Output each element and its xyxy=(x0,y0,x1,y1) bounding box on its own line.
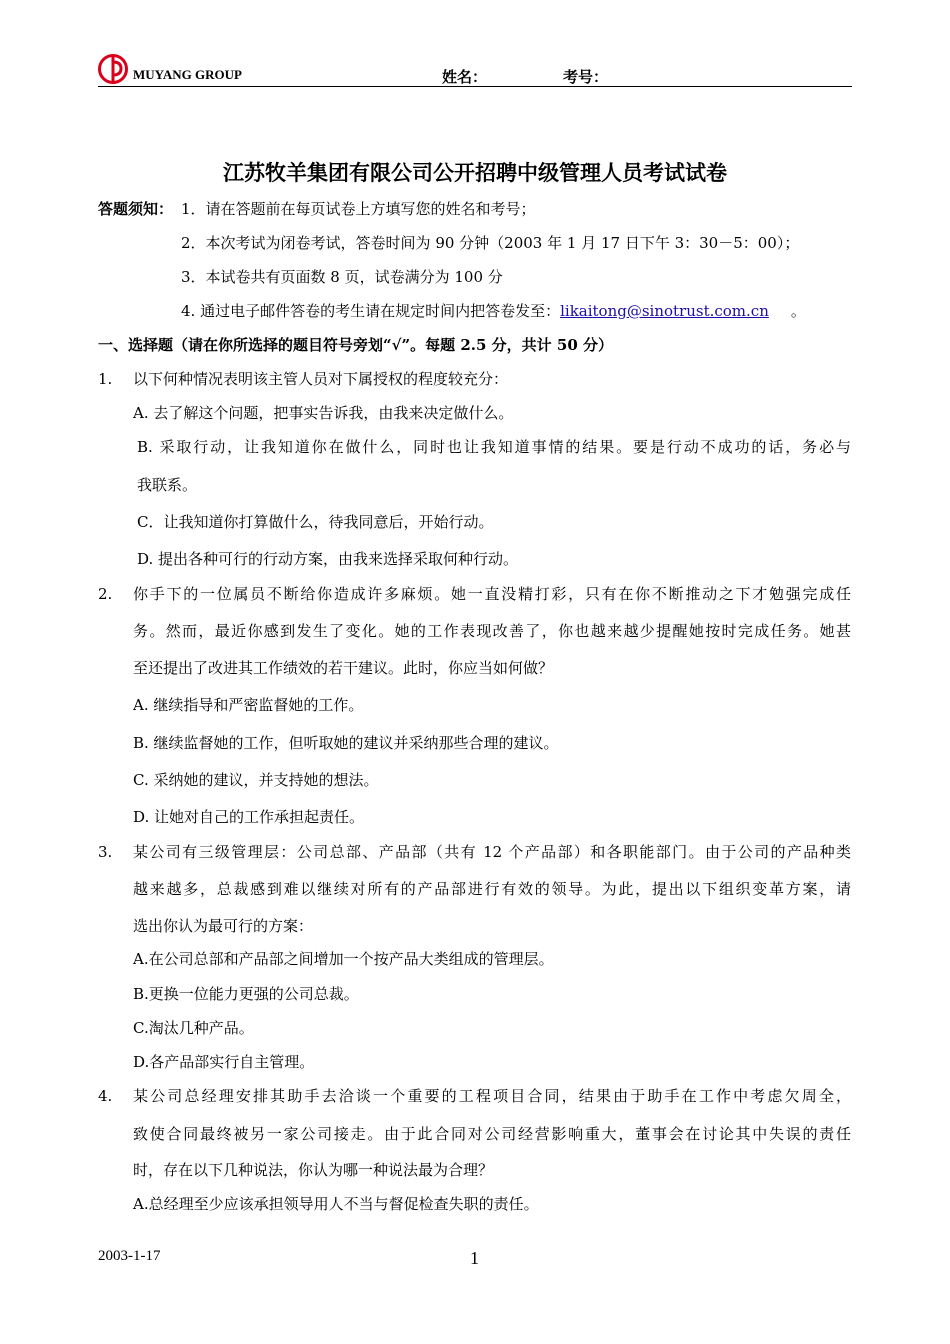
header-divider xyxy=(98,86,852,87)
option-item: D. 让她对自己的工作承担起责任。 xyxy=(133,808,365,826)
instructions-label: 答题须知： xyxy=(98,200,174,218)
question-text: 某公司总经理安排其助手去洽谈一个重要的工程项目合同，结果由于助手在工作中考虑欠周全， xyxy=(133,1087,851,1105)
option-item: A.总经理至少应该承担领导用人不当与督促检查失职的责任。 xyxy=(133,1195,539,1213)
name-label: 姓名： xyxy=(442,68,488,86)
option-item: B. 采取行动，让我知道你在做什么，同时也让我知道事情的结果。要是行动不成功的话，务必与 xyxy=(137,438,851,456)
question-number: 1. xyxy=(98,370,113,388)
option-item: B. 继续监督她的工作，但听取她的建议并采纳那些合理的建议。 xyxy=(133,734,559,752)
question-number: 2. xyxy=(98,585,113,603)
instruction-item xyxy=(181,301,806,321)
option-item: C．让我知道你打算做什么，待我同意后，开始行动。 xyxy=(137,513,494,531)
option-item: 我联系。 xyxy=(137,476,198,494)
brand-name: MUYANG GROUP xyxy=(133,67,242,82)
instruction-item: 3．本试卷共有页面数 8 页，试卷满分为 100 分 xyxy=(181,268,503,286)
option-item: C.淘汰几种产品。 xyxy=(133,1019,254,1037)
muyang-logo-icon xyxy=(97,53,131,85)
instruction-item-4-end: 。 xyxy=(790,302,806,320)
page-title: 江苏牧羊集团有限公司公开招聘中级管理人员考试试卷 xyxy=(223,160,727,185)
section-heading: 一、选择题（请在你所选择的题目符号旁划“√”。每题 2.5 分，共计 50 分） xyxy=(98,336,613,354)
question-number: 3. xyxy=(98,843,113,861)
option-item: C. 采纳她的建议，并支持她的想法。 xyxy=(133,771,379,789)
option-item: A.在公司总部和产品部之间增加一个按产品大类组成的管理层。 xyxy=(133,950,554,968)
footer-date: 2003-1-17 xyxy=(98,1248,161,1264)
question-number: 4. xyxy=(98,1087,113,1105)
question-text: 越来越多，总裁感到难以继续对所有的产品部进行有效的领导。为此，提出以下组织变革方案，请 xyxy=(133,880,851,898)
question-text: 你手下的一位属员不断给你造成许多麻烦。她一直没精打彩，只有在你不断推动之下才勉强完成任 xyxy=(133,585,851,603)
option-item: B.更换一位能力更强的公司总裁。 xyxy=(133,985,359,1003)
question-text: 某公司有三级管理层：公司总部、产品部（共有 12 个产品部）和各职能部门。由于公司的产品种类 xyxy=(133,843,851,861)
id-label: 考号： xyxy=(563,68,609,86)
question-text: 致使合同最终被另一家公司接走。由于此合同对公司经营影响重大，董事会在讨论其中失误的责任 xyxy=(133,1125,851,1143)
option-item: A. 去了解这个问题，把事实告诉我，由我来决定做什么。 xyxy=(133,404,514,422)
question-text: 时，存在以下几种说法，你认为哪一种说法最为合理？ xyxy=(133,1161,494,1179)
instruction-item: 1．请在答题前在每页试卷上方填写您的姓名和考号； xyxy=(181,200,536,218)
question-text: 务。然而，最近你感到发生了变化。她的工作表现改善了，你也越来越少提醒她按时完成任务。她甚 xyxy=(133,622,851,640)
email-link[interactable]: likaitong@sinotrust.com.cn xyxy=(560,302,769,320)
option-item: A. 继续指导和严密监督她的工作。 xyxy=(133,696,364,714)
question-text: 选出你认为最可行的方案： xyxy=(133,917,314,935)
page-number: 1 xyxy=(470,1248,479,1268)
question-text: 至还提出了改进其工作绩效的若干建议。此时，你应当如何做？ xyxy=(133,659,554,677)
question-text: 以下何种情况表明该主管人员对下属授权的程度较充分： xyxy=(133,370,509,388)
option-item: D.各产品部实行自主管理。 xyxy=(133,1053,315,1071)
instruction-item: 2．本次考试为闭卷考试，答卷时间为 90 分钟（2003 年 1 月 17 日下午 3：30－5：00）； xyxy=(181,234,800,252)
instruction-item-4-text: 4. 通过电子邮件答卷的考生请在规定时间内把答卷发至： xyxy=(181,302,561,320)
option-item: D. 提出各种可行的行动方案，由我来选择采取何种行动。 xyxy=(137,550,519,568)
